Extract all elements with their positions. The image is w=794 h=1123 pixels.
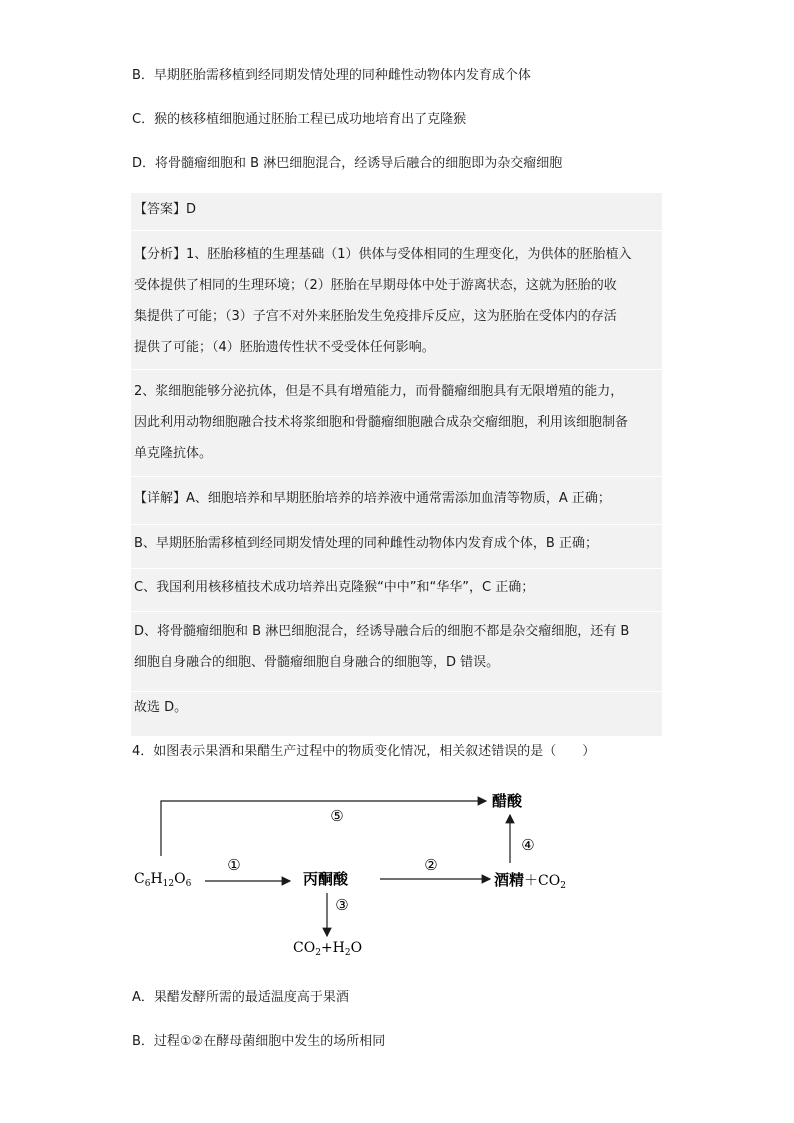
analysis-line: 因此利用动物细胞融合技术将浆细胞和骨髓瘤细胞融合成杂交瘤细胞，利用该细胞制备 (134, 415, 629, 430)
q4-option-a: A．果醋发酵所需的最适温度高于果酒 (132, 990, 349, 1005)
step-label-3: ③ (335, 896, 349, 914)
detail-line: C、我国利用核移植技术成功培养出克隆猴“中中”和“华华”，C 正确； (134, 580, 535, 595)
pyruvate-node: 丙酮酸 (303, 870, 349, 888)
analysis-line: 2、浆细胞能够分泌抗体，但是不具有增殖能力，而骨髓瘤细胞具有无限增殖的能力， (134, 384, 624, 399)
analysis-line: 【分析】1、胚胎移植的生理基础（1）供体与受体相同的生理变化，为供体的胚胎植入 (134, 247, 632, 262)
divider (131, 568, 662, 569)
analysis-line: 提供了可能；（4）胚胎遗传性状不受受体任何影响。 (134, 340, 435, 355)
option-c: C．猴的核移植细胞通过胚胎工程已成功地培育出了克隆猴 (132, 112, 467, 127)
analysis-line: 受体提供了相同的生理环境；（2）胚胎在早期母体中处于游离状态，这就为胚胎的收 (134, 278, 617, 293)
divider (131, 230, 662, 231)
divider (131, 369, 662, 370)
fermentation-pathway-diagram (130, 778, 600, 968)
analysis-line: 单克隆抗体。 (134, 446, 213, 461)
acetic-acid-node: 醋酸 (492, 792, 523, 810)
q4-option-b: B．过程①②在酵母菌细胞中发生的场所相同 (132, 1034, 386, 1049)
step-label-2: ② (424, 856, 438, 874)
analysis-line: 集提供了可能；（3）子宫不对外来胚胎发生免疫排斥反应，这为胚胎在受体内的存活 (134, 309, 617, 324)
divider (131, 524, 662, 525)
step-label-5: ⑤ (330, 807, 344, 825)
divider (131, 611, 662, 612)
answer-line: 【答案】D (134, 202, 197, 217)
divider (131, 691, 662, 692)
detail-line: B、早期胚胎需移植到经同期发情处理的同种雌性动物体内发育成个体，B 正确； (134, 536, 598, 551)
detail-line: 细胞自身融合的细胞、骨髓瘤细胞自身融合的细胞等，D 错误。 (134, 655, 500, 670)
detail-line: D、将骨髓瘤细胞和 B 淋巴细胞混合，经诱导融合后的细胞不都是杂交瘤细胞，还有 B (134, 624, 630, 639)
step-label-1: ① (227, 856, 241, 874)
divider (131, 476, 662, 477)
ethanol-node: 酒精$+CO_2$ (494, 871, 566, 891)
detail-line: 【详解】A、细胞培养和早期胚胎培养的培养液中通常需添加血清等物质，A 正确； (134, 491, 611, 506)
answer-explanation-box (131, 193, 662, 736)
arrow-5 (161, 801, 486, 856)
step-label-4: ④ (521, 836, 535, 854)
glucose-node: $C_6H_{12}O_6$ (134, 871, 192, 889)
co2-h2o-node: $CO_2+H_2O$ (293, 940, 363, 958)
option-d: D．将骨髓瘤细胞和 B 淋巴细胞混合，经诱导后融合的细胞即为杂交瘤细胞 (132, 156, 563, 171)
conclusion-line: 故选 D。 (134, 700, 188, 715)
question-stem: 4．如图表示果酒和果醋生产过程中的物质变化情况，相关叙述错误的是（ ） (132, 744, 596, 759)
option-b: B．早期胚胎需移植到经同期发情处理的同种雌性动物体内发育成个体 (132, 68, 531, 83)
